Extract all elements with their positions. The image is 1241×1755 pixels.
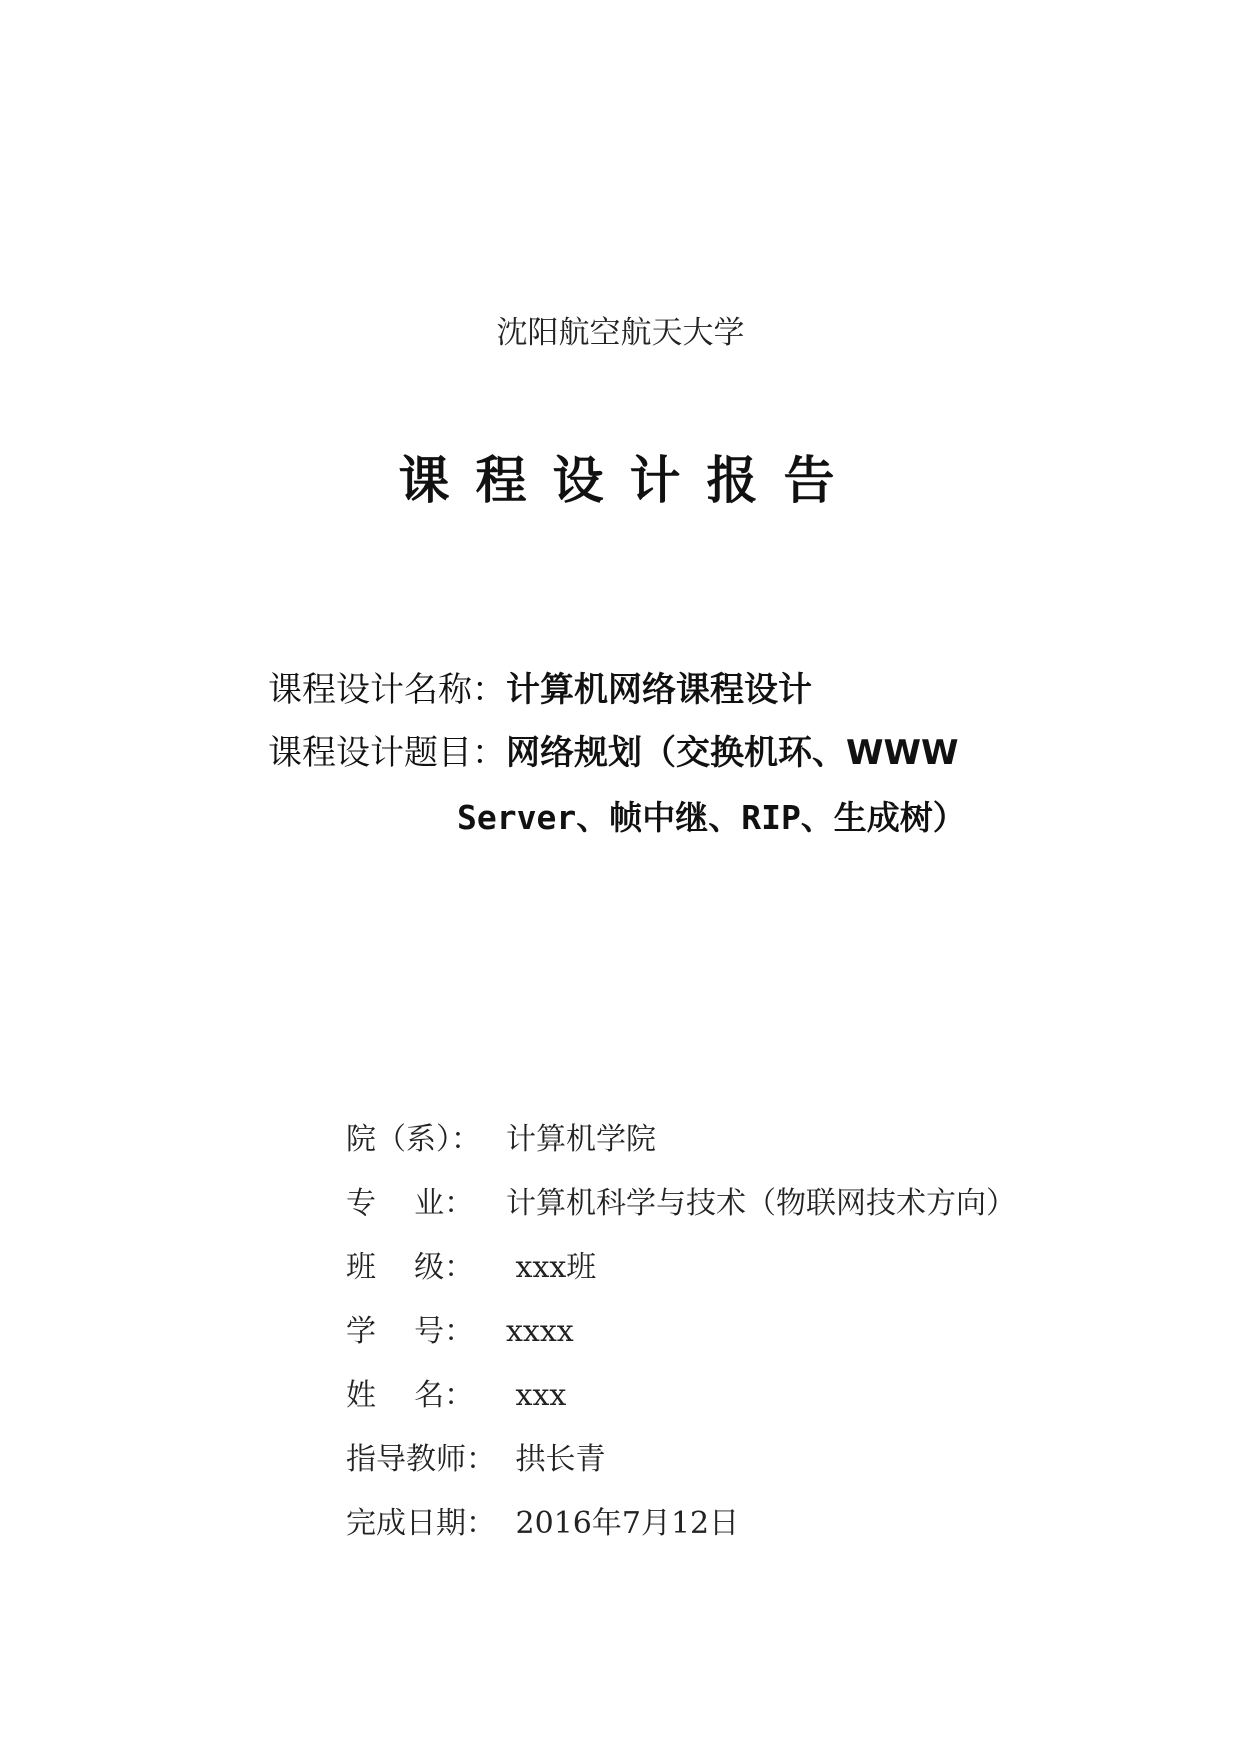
major-value: 计算机科学与技术（物联网技术方向）: [506, 1186, 1016, 1221]
course-name-label: 课程设计名称：: [268, 670, 506, 710]
info-row-major: [346, 1184, 1016, 1224]
major-label: 专 业：: [346, 1186, 475, 1221]
advisor-label: 指导教师：: [346, 1442, 496, 1477]
class-value: xxx班: [506, 1250, 597, 1285]
completion-date-label: 完成日期：: [346, 1506, 496, 1541]
course-name-value: 计算机网络课程设计: [506, 670, 812, 710]
info-row-advisor: [346, 1440, 606, 1480]
advisor-value: 拱长青: [506, 1442, 606, 1477]
info-row-class: [346, 1248, 596, 1288]
student-name-value: xxx: [506, 1378, 567, 1413]
student-name-label: 姓 名：: [346, 1378, 475, 1413]
university-name: 沈阳航空航天大学: [496, 315, 745, 351]
info-row-student-id: [346, 1312, 574, 1352]
info-row-completion-date: [346, 1504, 739, 1544]
course-topic-value-line2: Server、帧中继、RIP、生成树）: [457, 798, 966, 837]
course-name-row: [268, 667, 812, 713]
class-label: 班 级：: [346, 1250, 475, 1285]
department-label: 院（系）：: [346, 1122, 481, 1157]
course-topic-row: [268, 730, 959, 776]
department-value: 计算机学院: [506, 1122, 656, 1157]
student-id-label: 学 号：: [346, 1314, 475, 1349]
report-title: 课程设计报告: [398, 452, 861, 511]
info-row-department: [346, 1120, 656, 1160]
student-id-value: xxxx: [506, 1314, 574, 1349]
course-topic-label: 课程设计题目：: [268, 733, 506, 773]
course-topic-value-line1: 网络规划（交换机环、WWW: [506, 733, 959, 773]
completion-date-value: 2016年7月12日: [506, 1506, 740, 1541]
info-row-name: [346, 1376, 566, 1416]
